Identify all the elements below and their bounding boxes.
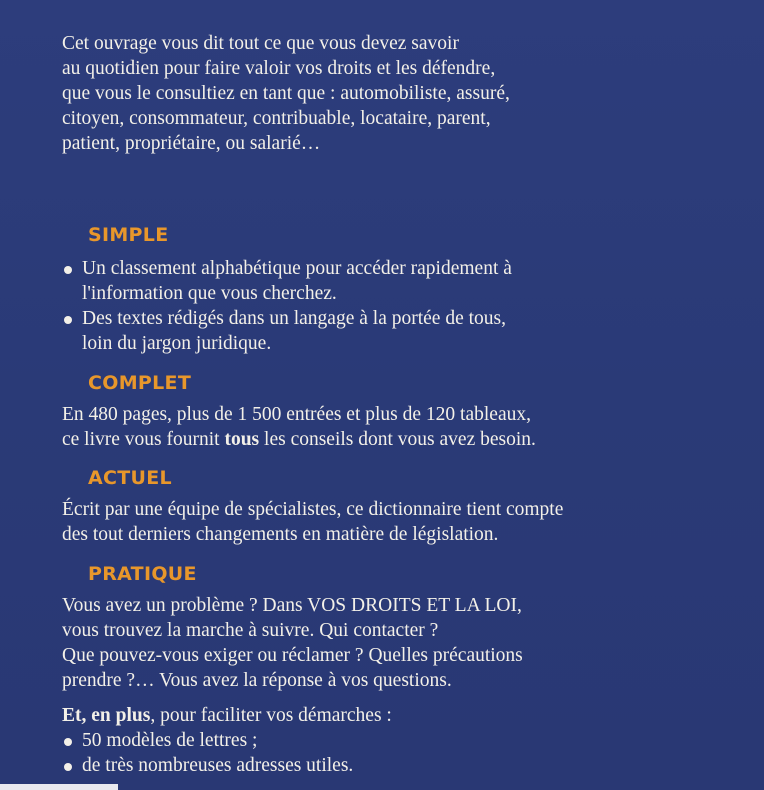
intro-line: que vous le consultiez en tant que : automobiliste, assuré,: [62, 83, 510, 104]
complet-text: les conseils dont vous avez besoin.: [259, 429, 536, 450]
bullet-line: de très nombreuses adresses utiles.: [82, 755, 354, 776]
list-item: [62, 753, 353, 778]
complet-text: ce livre vous fournit: [62, 429, 225, 450]
actuel-line: des tout derniers changements en matière de législation.: [62, 524, 499, 545]
pratique-bullet-list: [62, 728, 353, 778]
actuel-paragraph: [62, 497, 563, 547]
pratique-line: vous trouvez la marche à suivre. Qui contacter ?: [62, 620, 439, 641]
bullet-icon: [64, 316, 72, 324]
complet-emphasis: tous: [224, 429, 260, 450]
list-item: [62, 256, 512, 306]
bullet-icon: [64, 763, 72, 771]
pratique-extra-line: [62, 703, 392, 728]
complet-paragraph: [62, 402, 536, 452]
simple-bullet-list: [62, 256, 512, 356]
actuel-line: Écrit par une équipe de spécialistes, ce dictionnaire tient compte: [62, 499, 564, 520]
bullet-line: l'information que vous cherchez.: [82, 283, 337, 304]
pratique-line: prendre ?… Vous avez la réponse à vos questions.: [62, 670, 452, 691]
bottom-edge-strip: [0, 784, 118, 790]
pratique-emphasis: en plus: [91, 705, 151, 726]
intro-paragraph: [62, 31, 510, 156]
pratique-line: Que pouvez-vous exiger ou réclamer ? Quelles précautions: [62, 645, 523, 666]
intro-line: Cet ouvrage vous dit tout ce que vous devez savoir: [62, 33, 459, 54]
bullet-icon: [64, 266, 72, 274]
section-heading-pratique: PRATIQUE: [88, 563, 197, 585]
intro-line: citoyen, consommateur, contribuable, locataire, parent,: [62, 108, 491, 129]
bullet-line: 50 modèles de lettres ;: [82, 730, 258, 751]
pratique-line: Vous avez un problème ? Dans VOS DROITS ET LA LOI,: [62, 595, 522, 616]
pratique-text: , pour faciliter vos démarches :: [150, 705, 392, 726]
section-heading-simple: SIMPLE: [88, 224, 169, 246]
complet-line: [62, 427, 536, 452]
section-heading-actuel: ACTUEL: [88, 467, 172, 489]
intro-line: patient, propriétaire, ou salarié…: [62, 133, 321, 154]
pratique-emphasis: Et,: [62, 705, 87, 726]
bullet-icon: [64, 738, 72, 746]
bullet-line: loin du jargon juridique.: [82, 333, 272, 354]
section-heading-complet: COMPLET: [88, 372, 192, 394]
bullet-line: Un classement alphabétique pour accéder rapidement à: [82, 258, 512, 279]
bullet-line: Des textes rédigés dans un langage à la portée de tous,: [82, 308, 506, 329]
list-item: [62, 306, 512, 356]
pratique-paragraph: [62, 593, 523, 693]
complet-line: En 480 pages, plus de 1 500 entrées et plus de 120 tableaux,: [62, 404, 531, 425]
intro-line: au quotidien pour faire valoir vos droits et les défendre,: [62, 58, 496, 79]
list-item: [62, 728, 353, 753]
